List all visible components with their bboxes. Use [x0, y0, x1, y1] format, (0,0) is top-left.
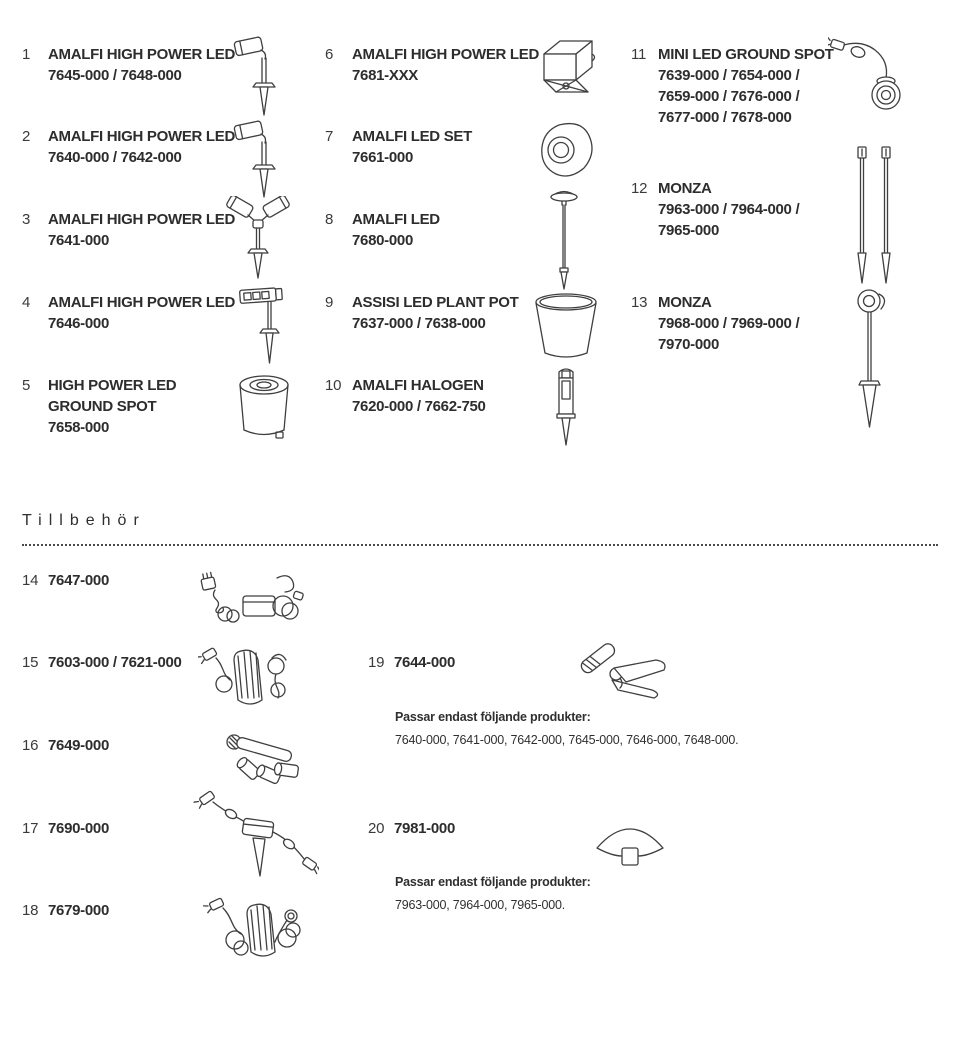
ground-spot-cylinder-icon — [236, 372, 292, 444]
product-codes: 7681-XXX — [352, 67, 418, 84]
product-name: AMALFI HIGH POWER LED — [48, 211, 236, 228]
product-codes: 7640-000 / 7642-000 — [48, 149, 182, 166]
item-number: 3 — [22, 211, 31, 228]
product-codes: 7661-000 — [352, 149, 413, 166]
accessory-code: 7647-000 — [48, 572, 109, 589]
twin-stick-lights-icon — [850, 145, 900, 287]
item-number: 14 — [22, 572, 39, 589]
product-item-7 — [325, 126, 472, 168]
item-number: 16 — [22, 737, 39, 754]
compatibility-note-19 — [395, 710, 738, 747]
product-codes: 7680-000 — [352, 232, 413, 249]
note-body: 7963-000, 7964-000, 7965-000. — [395, 898, 566, 912]
product-item-13 — [631, 292, 799, 355]
product-item-10 — [325, 375, 486, 417]
item-number: 19 — [368, 654, 385, 671]
accessory-code: 7690-000 — [48, 820, 109, 837]
product-codes: 7637-000 / 7638-000 — [352, 315, 486, 332]
item-number: 8 — [325, 211, 334, 228]
product-codes: 7965-000 — [658, 222, 719, 239]
item-number: 18 — [22, 902, 39, 919]
product-item-6 — [325, 44, 539, 86]
product-item-5 — [22, 375, 176, 438]
dome-cap-icon — [593, 818, 667, 870]
product-item-4 — [22, 292, 235, 334]
cable-coil-icon — [198, 638, 296, 716]
item-number: 1 — [22, 46, 31, 63]
item-number: 17 — [22, 820, 39, 837]
item-number: 9 — [325, 294, 334, 311]
accessory-code: 7649-000 — [48, 737, 109, 754]
product-codes: 7646-000 — [48, 315, 109, 332]
accessory-code: 7981-000 — [394, 820, 455, 837]
product-name: AMALFI LED — [352, 211, 440, 228]
spike-spotlight-icon — [230, 36, 286, 118]
three-way-connector-icon — [220, 726, 304, 788]
spike-cable-connector-icon — [193, 788, 319, 894]
plant-pot-icon — [533, 291, 599, 361]
double-spike-spotlight-icon — [222, 196, 294, 280]
product-name: MINI LED GROUND SPOT — [658, 46, 834, 63]
product-name: HIGH POWER LED — [48, 377, 177, 394]
product-codes: 7658-000 — [48, 419, 109, 436]
product-name: AMALFI HIGH POWER LED — [48, 128, 236, 145]
accessory-item-18 — [22, 900, 109, 921]
accessory-item-14 — [22, 570, 109, 591]
product-codes: 7639-000 / 7654-000 / — [658, 67, 800, 84]
item-number: 2 — [22, 128, 31, 145]
accessory-item-16 — [22, 735, 109, 756]
flat-head-spike-light-icon — [232, 283, 292, 365]
product-item-3 — [22, 209, 235, 251]
product-name: GROUND SPOT — [48, 398, 157, 415]
cable-ground-spot-icon — [828, 36, 920, 118]
dotted-divider — [22, 544, 938, 546]
item-number: 5 — [22, 377, 31, 394]
product-item-9 — [325, 292, 519, 334]
stake-light-icon — [542, 188, 586, 292]
item-number: 7 — [325, 128, 334, 145]
spring-clamp-icon — [570, 634, 672, 708]
product-name: AMALFI HIGH POWER LED — [48, 46, 236, 63]
item-number: 4 — [22, 294, 31, 311]
product-codes: 7970-000 — [658, 336, 719, 353]
spike-spot-round-head-icon — [848, 286, 898, 432]
product-codes: 7641-000 — [48, 232, 109, 249]
accessory-item-19 — [368, 652, 455, 673]
product-item-11 — [631, 44, 834, 128]
item-number: 20 — [368, 820, 385, 837]
accessories-section-title: Tillbehör — [22, 512, 146, 529]
product-item-8 — [325, 209, 440, 251]
product-name: AMALFI LED SET — [352, 128, 472, 145]
accessory-item-15 — [22, 652, 182, 673]
spike-spotlight-icon — [230, 120, 286, 200]
cable-coil-plugs-icon — [203, 890, 309, 972]
item-number: 6 — [325, 46, 334, 63]
product-name: AMALFI HIGH POWER LED — [352, 46, 540, 63]
product-name: MONZA — [658, 180, 712, 197]
accessory-code: 7603-000 / 7621-000 — [48, 654, 182, 671]
item-number: 13 — [631, 294, 648, 311]
accessory-code: 7644-000 — [394, 654, 455, 671]
cube-light-icon — [536, 36, 598, 104]
note-title: Passar endast följande produkter: — [395, 710, 591, 724]
product-codes: 7659-000 / 7676-000 / — [658, 88, 800, 105]
product-codes: 7645-000 / 7648-000 — [48, 67, 182, 84]
product-item-2 — [22, 126, 235, 168]
product-item-1 — [22, 44, 235, 86]
accessory-item-20 — [368, 818, 455, 839]
product-name: MONZA — [658, 294, 712, 311]
accessory-item-17 — [22, 818, 109, 839]
product-name: AMALFI HIGH POWER LED — [48, 294, 236, 311]
product-codes: 7963-000 / 7964-000 / — [658, 201, 800, 218]
product-codes: 7620-000 / 7662-750 — [352, 398, 486, 415]
compatibility-note-20 — [395, 875, 591, 912]
note-title: Passar endast följande produkter: — [395, 875, 591, 889]
accessory-code: 7679-000 — [48, 902, 109, 919]
item-number: 11 — [631, 46, 647, 63]
product-name: ASSISI LED PLANT POT — [352, 294, 519, 311]
product-item-12 — [631, 178, 799, 241]
product-codes: 7968-000 / 7969-000 / — [658, 315, 800, 332]
transformer-cable-icon — [195, 566, 307, 630]
item-number: 15 — [22, 654, 39, 671]
item-number: 12 — [631, 180, 648, 197]
note-body: 7640-000, 7641-000, 7642-000, 7645-000, 7646-000, 7648-000. — [395, 733, 739, 747]
product-codes: 7677-000 / 7678-000 — [658, 109, 792, 126]
item-number: 10 — [325, 377, 342, 394]
mini-bollard-icon — [546, 366, 586, 448]
eyeball-spot-icon — [538, 120, 596, 184]
product-name: AMALFI HALOGEN — [352, 377, 484, 394]
